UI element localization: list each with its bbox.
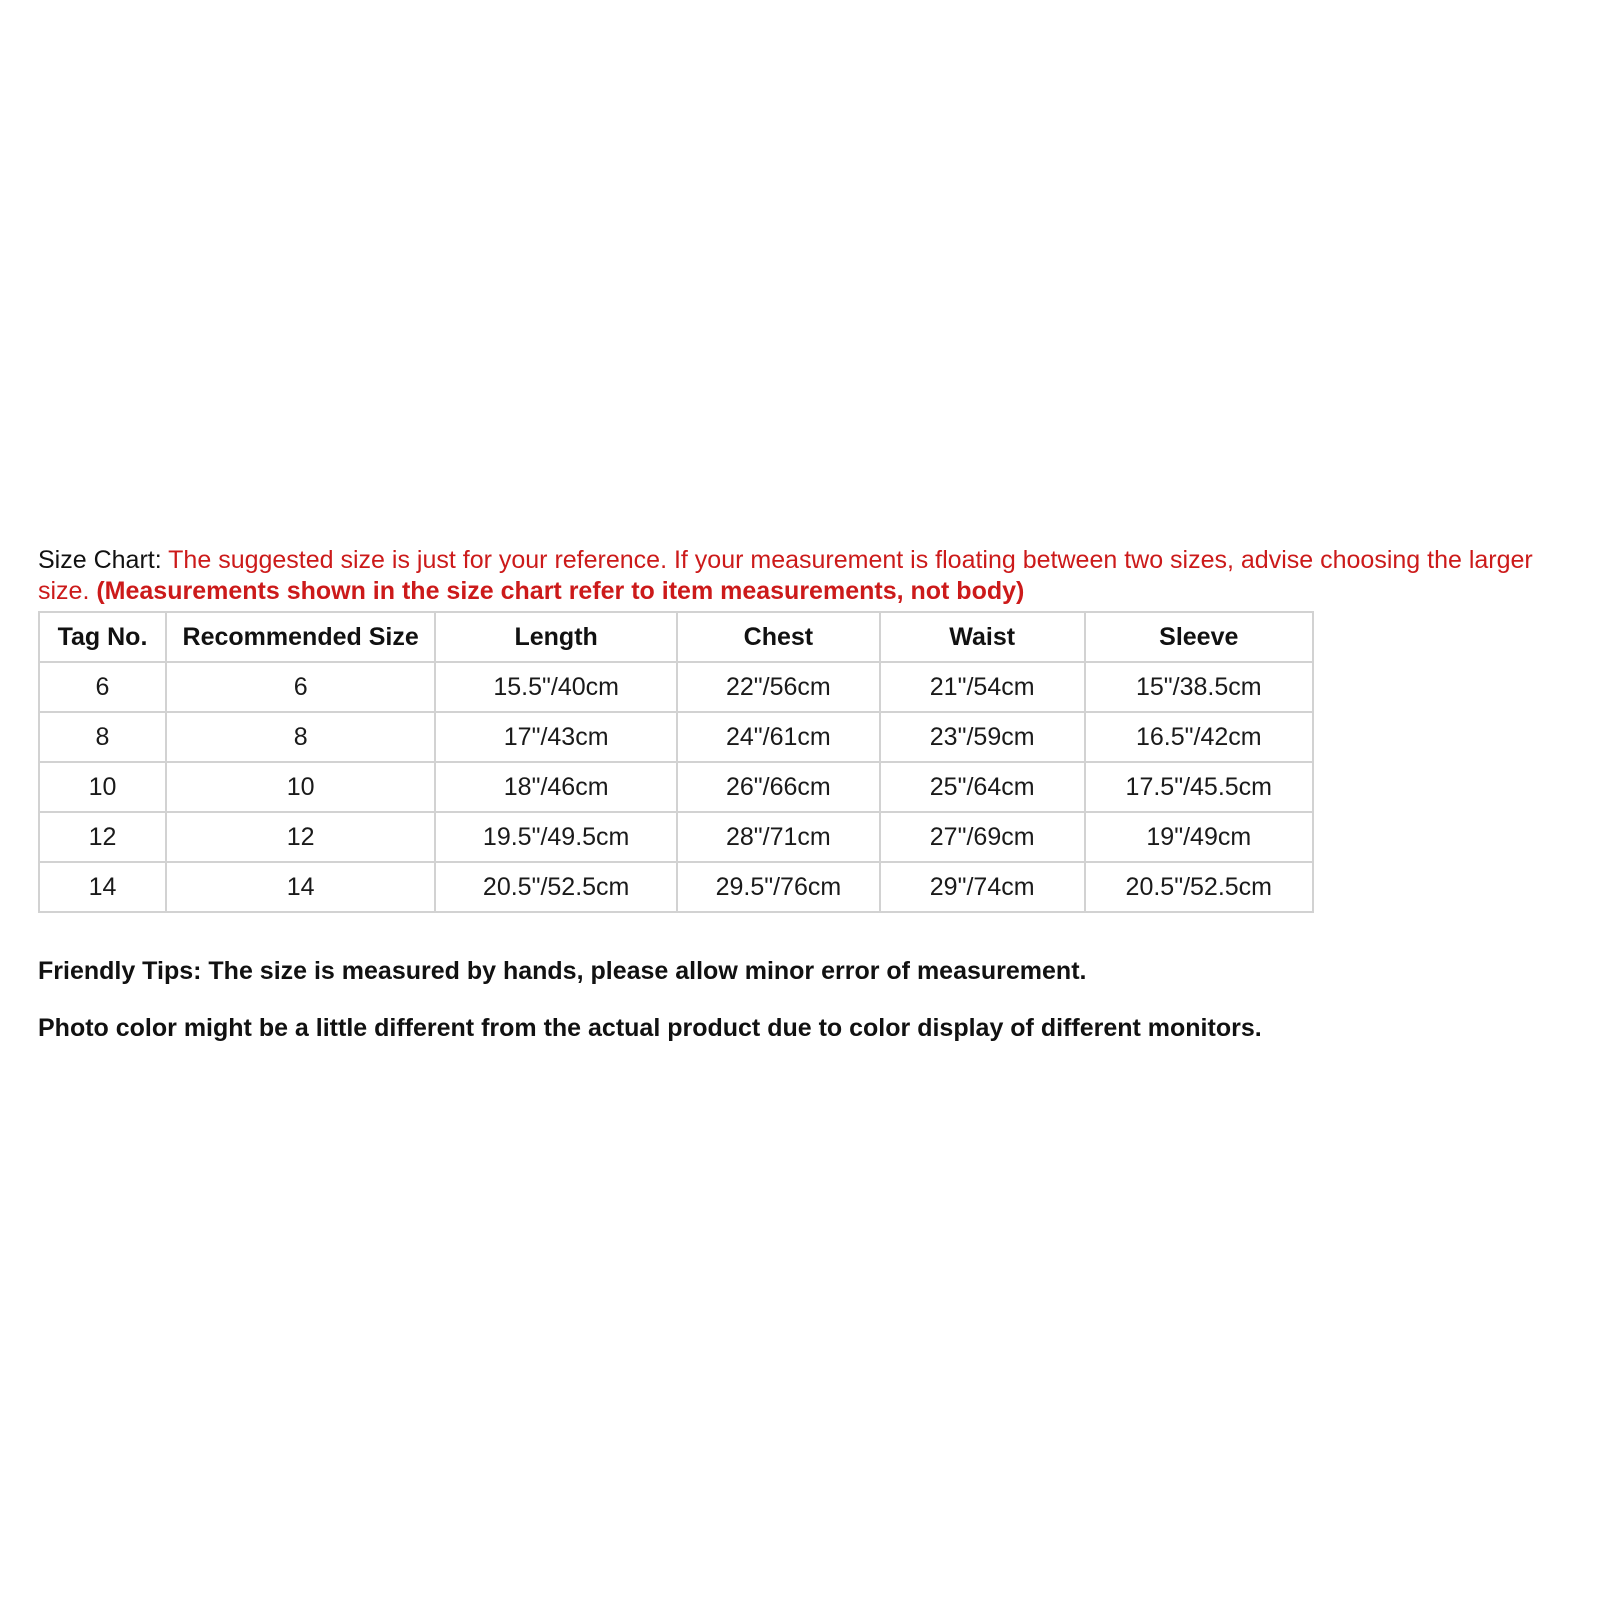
cell-waist: 27"/69cm	[880, 812, 1085, 862]
cell-chest: 29.5"/76cm	[677, 862, 880, 912]
header-waist: Waist	[880, 612, 1085, 662]
friendly-tips-text: Friendly Tips: The size is measured by hands, please allow minor error of measurement.	[38, 957, 1087, 985]
cell-recommended-size: 8	[166, 712, 435, 762]
table-row	[39, 662, 1313, 712]
cell-waist: 23"/59cm	[880, 712, 1085, 762]
header-chest: Chest	[677, 612, 880, 662]
header-recommended-size: Recommended Size	[166, 612, 435, 662]
cell-waist: 21"/54cm	[880, 662, 1085, 712]
cell-sleeve: 20.5"/52.5cm	[1085, 862, 1313, 912]
size-chart-intro	[38, 545, 1578, 607]
cell-tag-no: 14	[39, 862, 166, 912]
size-table	[38, 611, 1314, 913]
cell-length: 18"/46cm	[435, 762, 677, 812]
cell-chest: 22"/56cm	[677, 662, 880, 712]
cell-recommended-size: 12	[166, 812, 435, 862]
header-sleeve: Sleeve	[1085, 612, 1313, 662]
size-chart-label: Size Chart:	[38, 546, 162, 574]
cell-recommended-size: 10	[166, 762, 435, 812]
cell-length: 19.5"/49.5cm	[435, 812, 677, 862]
size-chart-measurement-note: (Measurements shown in the size chart refer to item measurements, not body)	[89, 577, 1025, 605]
photo-color-note: Photo color might be a little different from the actual product due to color display of different monitors.	[38, 1014, 1262, 1042]
header-length: Length	[435, 612, 677, 662]
table-row	[39, 862, 1313, 912]
cell-tag-no: 10	[39, 762, 166, 812]
size-chart-section	[38, 545, 1578, 1043]
cell-sleeve: 19"/49cm	[1085, 812, 1313, 862]
header-tag-no: Tag No.	[39, 612, 166, 662]
cell-chest: 24"/61cm	[677, 712, 880, 762]
cell-length: 15.5"/40cm	[435, 662, 677, 712]
cell-tag-no: 6	[39, 662, 166, 712]
size-chart-note: The suggested size is just for your reference. If your measurement is floating between two sizes, advise choosing the larger size.	[38, 546, 1533, 605]
cell-tag-no: 8	[39, 712, 166, 762]
cell-tag-no: 12	[39, 812, 166, 862]
cell-recommended-size: 6	[166, 662, 435, 712]
cell-chest: 26"/66cm	[677, 762, 880, 812]
cell-recommended-size: 14	[166, 862, 435, 912]
cell-sleeve: 16.5"/42cm	[1085, 712, 1313, 762]
cell-sleeve: 17.5"/45.5cm	[1085, 762, 1313, 812]
cell-sleeve: 15"/38.5cm	[1085, 662, 1313, 712]
table-row	[39, 812, 1313, 862]
cell-waist: 25"/64cm	[880, 762, 1085, 812]
table-row	[39, 712, 1313, 762]
cell-waist: 29"/74cm	[880, 862, 1085, 912]
cell-length: 20.5"/52.5cm	[435, 862, 677, 912]
table-header-row	[39, 612, 1313, 662]
table-row	[39, 762, 1313, 812]
cell-length: 17"/43cm	[435, 712, 677, 762]
cell-chest: 28"/71cm	[677, 812, 880, 862]
